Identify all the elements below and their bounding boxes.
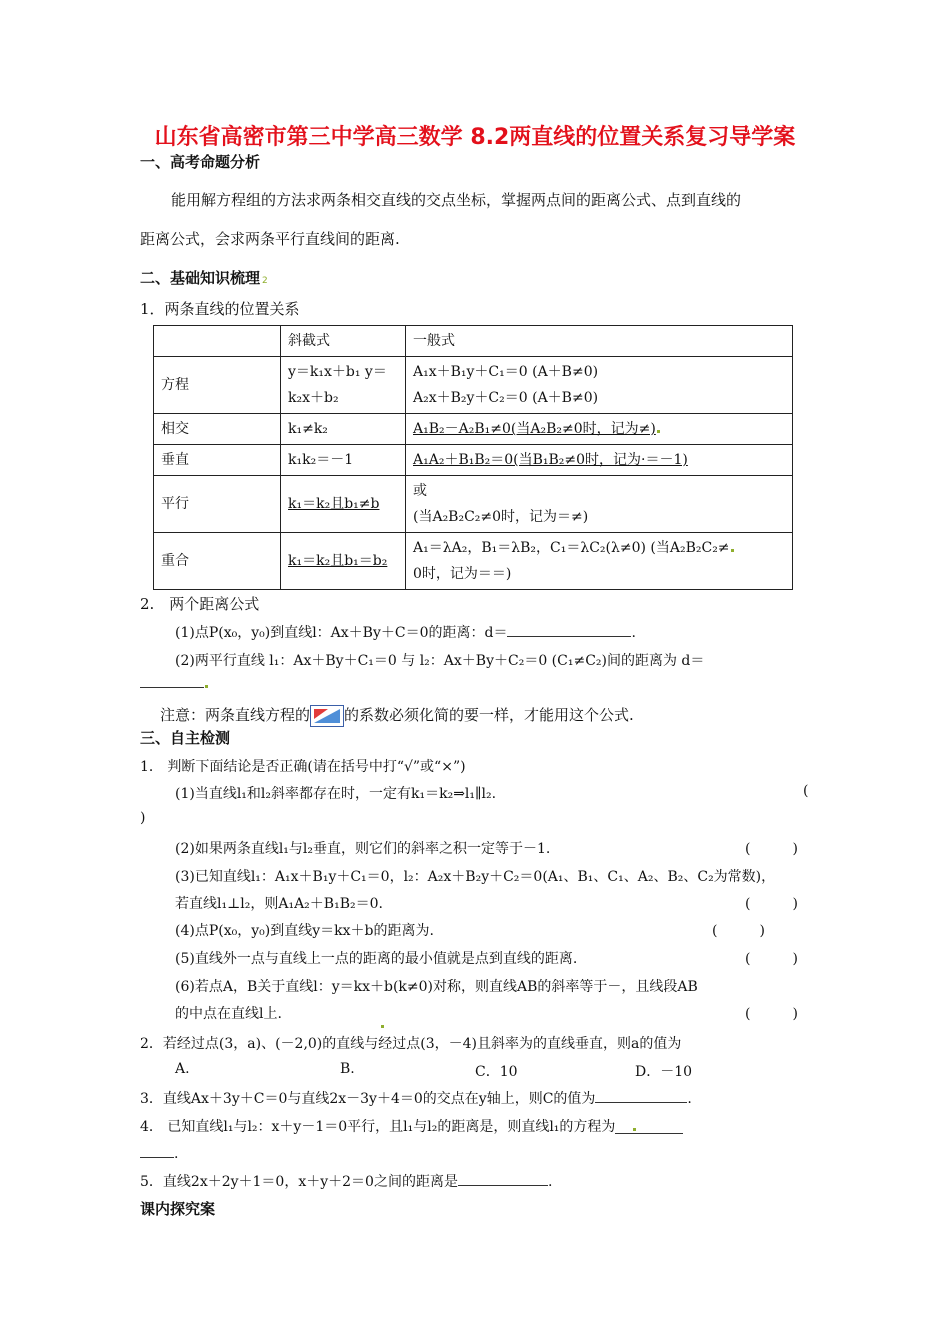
question-1-5: (5)直线外一点与直线上一点的距离的最小值就是点到直线的距离. xyxy=(175,951,578,967)
cell-line: k₂x＋b₂ xyxy=(288,390,339,406)
row-general-form xyxy=(406,445,793,476)
row-general-form xyxy=(406,414,793,445)
question-1-6: (6)若点A，B关于直线l：y＝kx＋b(k≠0)对称，则直线AB的斜率等于－，且线段AB xyxy=(175,979,698,995)
question-5-end: . xyxy=(547,1174,553,1190)
table-header-cell: 一般式 xyxy=(406,326,793,357)
answer-paren: ( ) xyxy=(745,896,798,912)
cell-line: (当A₂B₂C₂≠0时，记为＝≠) xyxy=(413,509,589,525)
table-row xyxy=(154,357,793,414)
question-1: 1． 判断下面结论是否正确(请在括号中打“√”或“×”) xyxy=(140,759,466,775)
row-name: 相交 xyxy=(154,414,281,445)
mark-dot xyxy=(380,1013,385,1032)
row-slope-form: k₁≠k₂ xyxy=(281,414,406,445)
option-c: C．10 xyxy=(475,1064,518,1080)
row-name: 垂直 xyxy=(154,445,281,476)
section-heading-explore: 课内探究案 xyxy=(140,1200,216,1218)
table-header-cell xyxy=(154,326,281,357)
answer-blank xyxy=(507,622,631,637)
row-general-form xyxy=(406,533,793,590)
cell-line: A₁A₂＋B₁B₂＝0(当B₁B₂≠0时，记为·＝－1) xyxy=(413,452,688,468)
question-3 xyxy=(140,1088,692,1108)
row-name: 方程 xyxy=(154,357,281,414)
cell-line: k₁＝k₂且b₁≠b xyxy=(288,496,380,512)
question-3-text: 3．直线Ax＋3y＋C＝0与直线2x－3y＋4＝0的交点在y轴上，则C的值为 xyxy=(140,1091,596,1107)
question-5-text: 5．直线2x＋2y＋1＝0，x＋y＋2＝0之间的距离是 xyxy=(140,1174,458,1190)
row-general-form xyxy=(406,476,793,533)
answer-blank xyxy=(458,1171,548,1186)
table-row xyxy=(154,533,793,590)
option-a: A. xyxy=(175,1061,190,1077)
distance-formula-2-blank xyxy=(140,673,209,692)
note-text-b: 的系数必须化简的要一样，才能用这个公式. xyxy=(344,706,634,724)
row-general-form xyxy=(406,357,793,414)
row-slope-form: k₁k₂＝－1 xyxy=(281,445,406,476)
section-heading-basics xyxy=(140,267,268,288)
cell-line-text: A₁＝λA₂，B₁＝λB₂，C₁＝λC₂(λ≠0) (当A₂B₂C₂≠ xyxy=(413,540,730,556)
heading-mark: 2 xyxy=(262,276,268,286)
distance-formula-1-end: . xyxy=(631,625,636,641)
question-1-1: (1)当直线l₁和l₂斜率都存在时，一定有k₁＝k₂⇒l₁∥l₂. xyxy=(175,786,497,802)
cell-line: k₁＝k₂且b₁＝b₂ xyxy=(288,553,388,569)
distance-formula-1 xyxy=(175,622,636,642)
option-b: B. xyxy=(340,1061,355,1077)
row-name: 平行 xyxy=(154,476,281,533)
analysis-paragraph-line1: 能用解方程组的方法求两条相交直线的交点坐标，掌握两点间的距离公式、点到直线的 xyxy=(171,191,742,209)
cell-line: A₁x＋B₁y＋C₁＝0 (A＋B≠0) xyxy=(413,364,599,380)
cell-line: A₁B₂－A₂B₁≠0(当A₂B₂≠0时，记为≠) xyxy=(413,421,656,437)
cell-line: 或 xyxy=(413,483,427,499)
page-title: 山东省高密市第三中学高三数学 8.2两直线的位置关系复习导学案 xyxy=(154,125,796,150)
question-4-text: 4． 已知直线l₁与l₂：x＋y－1＝0平行，且l₁与l₂的距离是，则直线l₁的方程为 xyxy=(140,1119,616,1135)
row-slope-form xyxy=(281,533,406,590)
table-row xyxy=(154,414,793,445)
cell-line: A₂x＋B₂y＋C₂＝0 (A＋B≠0) xyxy=(413,390,599,406)
answer-blank xyxy=(140,673,204,688)
note-line xyxy=(160,704,634,727)
section-heading-basics-text: 二、基础知识梳理 xyxy=(140,269,261,287)
option-d: D．－10 xyxy=(635,1064,693,1080)
embedded-image-icon xyxy=(310,705,344,727)
answer-blank xyxy=(140,1143,174,1158)
basics-item-2: 2. 两个距离公式 xyxy=(140,595,260,613)
question-1-2: (2)如果两条直线l₁与l₂垂直，则它们的斜率之积一定等于－1. xyxy=(175,841,551,857)
table-row xyxy=(154,445,793,476)
basics-item-1: 1．两条直线的位置关系 xyxy=(140,300,300,318)
cell-line xyxy=(413,535,785,561)
section-heading-analysis: 一、高考命题分析 xyxy=(140,153,261,171)
distance-formula-2: (2)两平行直线 l₁：Ax＋By＋C₁＝0 与 l₂：Ax＋By＋C₂＝0 (C₁≠C₂)间的距离为 d＝ xyxy=(175,653,705,669)
cell-line: y＝k₁x＋b₁ y＝ xyxy=(288,364,387,380)
answer-paren: ( ) xyxy=(745,951,798,967)
row-slope-form xyxy=(281,357,406,414)
answer-paren: ( ) xyxy=(745,841,798,857)
table-row xyxy=(154,476,793,533)
section-heading-selfcheck: 三、自主检测 xyxy=(140,729,231,747)
note-text-a: 注意：两条直线方程的 xyxy=(160,706,311,724)
row-name: 重合 xyxy=(154,533,281,590)
question-5 xyxy=(140,1171,552,1191)
cell-line: 0时，记为＝＝) xyxy=(413,566,512,582)
question-4-cont xyxy=(140,1143,178,1162)
question-1-3: (3)已知直线l₁：A₁x＋B₁y＋C₁＝0，l₂：A₂x＋B₂y＋C₂＝0(A₁、B₁、C₁、A₂、B₂、C₂为常数)， xyxy=(175,869,776,885)
question-4-end: . xyxy=(174,1146,179,1162)
row-slope-form xyxy=(281,476,406,533)
question-1-4: (4)点P(x₀，y₀)到直线y＝kx＋b的距离为. xyxy=(175,923,434,939)
answer-paren: ( xyxy=(803,783,809,799)
answer-paren: ( ) xyxy=(712,923,765,939)
question-4 xyxy=(140,1116,683,1136)
distance-formula-1-text: (1)点P(x₀，y₀)到直线l：Ax＋By＋C＝0的距离：d＝ xyxy=(175,625,508,641)
relation-table xyxy=(153,325,793,590)
answer-blank xyxy=(615,1119,683,1134)
question-2: 2．若经过点(3，a)、(－2,0)的直线与经过点(3，－4)且斜率为的直线垂直，则a的值为 xyxy=(140,1036,682,1052)
answer-paren: ) xyxy=(140,810,146,826)
question-1-3-cont: 若直线l₁⊥l₂，则A₁A₂＋B₁B₂＝0. xyxy=(175,896,383,912)
answer-blank xyxy=(595,1088,687,1103)
answer-paren: ( ) xyxy=(745,1006,798,1022)
table-header-row xyxy=(154,326,793,357)
question-3-end: . xyxy=(687,1091,692,1107)
question-1-6-cont: 的中点在直线l上. xyxy=(175,1006,282,1022)
analysis-paragraph-line2: 距离公式，会求两条平行直线间的距离. xyxy=(140,230,400,248)
table-header-cell: 斜截式 xyxy=(281,326,406,357)
